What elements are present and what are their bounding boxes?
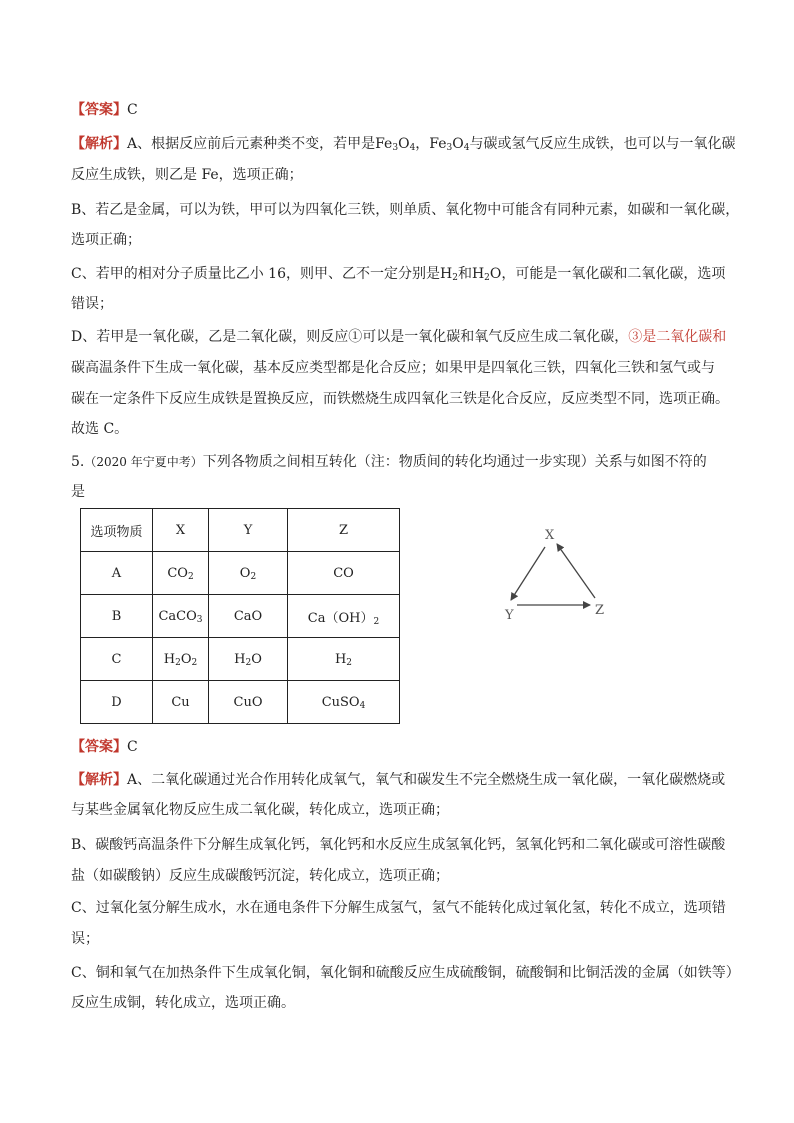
analysis-line-3: B、若乙是金属，可以为铁，甲可以为四氧化三铁，则单质、氧化物中可能含有同种元素，如碳和一氧化碳， — [71, 202, 740, 218]
analysis-line-8: 反应生成铜，转化成立，选项正确。 — [71, 995, 295, 1011]
z-cell: $Ca(OH)_2$ — [288, 595, 400, 638]
header-cell: Y — [209, 509, 288, 552]
y-cell: CuO — [209, 681, 288, 724]
analysis-line-5 — [71, 264, 731, 284]
formula-fe3o4: $Fe_3O_4$ — [375, 136, 416, 153]
x-cell: CaCO$_3$ — [153, 595, 209, 638]
analysis-text: A、二氧化碳通过光合作用转化成氧气，氧气和碳发生不完全燃烧生成一氧化碳，一氧化碳燃烧或 — [127, 772, 726, 788]
analysis-text: A、根据反应前后元素种类不变，若甲是 — [127, 136, 376, 152]
formula-fe3o4: $Fe_3O_4$ — [429, 136, 470, 153]
answer-line — [71, 737, 731, 757]
arrow-x-to-y — [511, 547, 545, 600]
x-cell: $H_2O_2$ — [153, 638, 209, 681]
analysis-line-2: 与某些金属氧化物反应生成二氧化碳，转化成立，选项正确； — [71, 802, 449, 818]
analysis-line-7 — [71, 327, 731, 347]
analysis-line-8: 碳高温条件下生成一氧化碳，基本反应类型都是化合反应；如果甲是四氧化三铁，四氧化三铁和氢气或与 — [71, 360, 715, 376]
analysis-line-6: 误； — [71, 931, 99, 947]
analysis-text: C、若甲的相对分子质量比乙小 16，则甲、乙不一定分别是 — [71, 266, 440, 282]
answer-tag: 【答案】 — [71, 102, 127, 118]
analysis-line-6: 错误； — [71, 296, 113, 312]
formula-h2o: $H_2O$ — [471, 266, 502, 283]
answer-value: C — [127, 102, 138, 118]
question-text: 下列各物质之间相互转化（注：物质间的转化均通过一步实现）关系与如图不符的 — [202, 454, 707, 470]
y-cell: $H_2O$ — [209, 638, 288, 681]
analysis-text: 与碳或氢气反应生成铁，也可以与一氧化碳 — [469, 136, 736, 152]
analysis-tag: 【解析】 — [71, 136, 127, 152]
x-cell: Cu — [153, 681, 209, 724]
header-cell: X — [153, 509, 209, 552]
y-cell: CaO — [209, 595, 288, 638]
option-cell: B — [81, 595, 153, 638]
analysis-line-1 — [71, 134, 736, 154]
x-cell: $CO_2$ — [153, 552, 209, 595]
table-row — [81, 638, 400, 681]
analysis-line-4: 选项正确； — [71, 232, 141, 248]
option-cell: D — [81, 681, 153, 724]
analysis-line-1 — [71, 770, 731, 790]
z-cell: CO — [288, 552, 400, 595]
option-cell: A — [81, 552, 153, 595]
question-source: （2020 年宁夏中考） — [84, 455, 203, 469]
analysis-line-5: C、过氧化氢分解生成水，水在通电条件下分解生成氢气，氢气不能转化成过氧化氢，转化不成立，选项错 — [71, 900, 726, 916]
table-row — [81, 595, 400, 638]
question-line-2: 是 — [71, 484, 85, 500]
answer-tag: 【答案】 — [71, 739, 127, 755]
arrow-z-to-x — [557, 544, 595, 598]
options-table — [80, 508, 400, 724]
analysis-line-10: 故选 C。 — [71, 421, 129, 437]
formula-h2: $H_2$ — [439, 266, 458, 283]
header-cell: Z — [288, 509, 400, 552]
answer-value: C — [127, 739, 138, 755]
z-cell: CuSO$_4$ — [288, 681, 400, 724]
table-header-row — [81, 509, 400, 552]
conversion-diagram — [495, 522, 620, 627]
question-line-1 — [71, 452, 731, 472]
header-cell: 选项物质 — [81, 509, 153, 552]
analysis-line-4: 盐（如碳酸钠）反应生成碳酸钙沉淀，转化成立，选项正确； — [71, 868, 449, 884]
node-z-label: Z — [595, 603, 605, 618]
analysis-line-9: 碳在一定条件下反应生成铁是置换反应，而铁燃烧生成四氧化三铁是化合反应，反应类型不同，选项正确。 — [71, 391, 729, 407]
y-cell: $O_2$ — [209, 552, 288, 595]
option-cell: C — [81, 638, 153, 681]
analysis-line-3: B、碳酸钙高温条件下分解生成氧化钙，氧化钙和水反应生成氢氧化钙，氢氧化钙和二氧化碳或可溶性碳酸 — [71, 837, 726, 853]
node-x-label: X — [545, 528, 555, 543]
table-row — [81, 552, 400, 595]
answer-line — [71, 100, 731, 120]
analysis-text: ，可能是一氧化碳和二氧化碳，选项 — [501, 266, 726, 282]
table-row — [81, 681, 400, 724]
z-cell: $H_2$ — [288, 638, 400, 681]
analysis-line-7: C、铜和氧气在加热条件下生成氧化铜，氧化铜和硫酸反应生成硫酸铜，硫酸铜和比铜活泼的金属（如铁等） — [71, 965, 740, 981]
analysis-line-2: 反应生成铁，则乙是 Fe，选项正确； — [71, 167, 303, 183]
analysis-tag: 【解析】 — [71, 772, 127, 788]
analysis-text: ， — [415, 136, 430, 152]
analysis-text: 和 — [457, 266, 472, 282]
node-y-label: Y — [505, 608, 514, 623]
analysis-text: D、若甲是一氧化碳，乙是二氧化碳，则反应①可以是一氧化碳和氧气反应生成二氧化碳， — [71, 329, 629, 345]
question-number: 5. — [71, 454, 85, 470]
analysis-highlight: ③是二氧化碳和 — [628, 329, 727, 345]
